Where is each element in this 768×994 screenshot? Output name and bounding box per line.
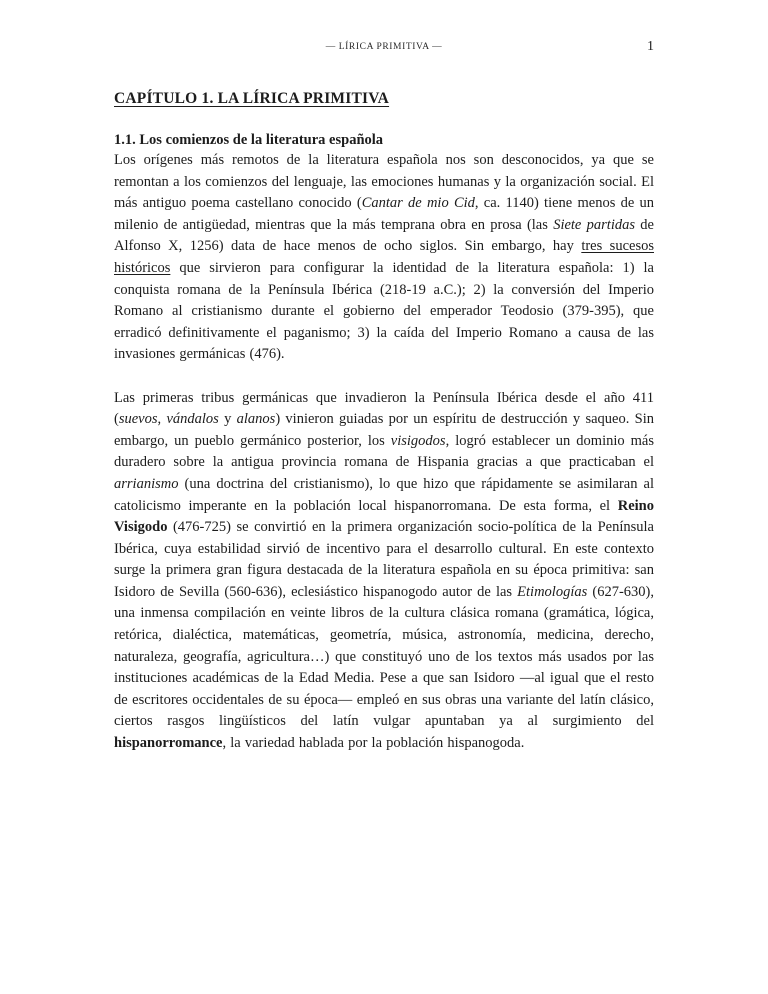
text-run: , logró establecer un dominio más duradero sobre la antigua provincia romana de Hispania gracias a que practicaban el — [114, 432, 654, 471]
text-run: ) vinieron guiadas por un espíritu de destrucción y saqueo. Sin embargo, un pueblo germánico posterior, los — [114, 411, 655, 449]
text-run-b: hispanorromance — [114, 735, 223, 752]
text-run: (una doctrina del cristianismo), lo que hizo que rápidamente se asimilaran al catolicismo imperante en la población local hispanorromana. De esta forma, el — [114, 475, 654, 514]
text-run: Las primeras tribus germánicas que invadieron la Península Ibérica desde el año 411 ( — [114, 389, 654, 428]
text-run: Los orígenes más remotos de la literatura española nos son desconocidos, ya que se remontan a los comienzos del lenguaje, las emociones humanas y la organización social. El más antiguo poema castellano conocido ( — [114, 152, 654, 212]
chapter-title: CAPÍTULO 1. LA LÍRICA PRIMITIVA — [114, 90, 390, 107]
text-run: y — [218, 411, 237, 428]
paragraph — [114, 150, 654, 366]
page-number: 1 — [647, 39, 654, 54]
text-run-i: Cantar de mio Cid — [361, 195, 475, 212]
running-header-title: — LÍRICA PRIMITIVA — — [325, 42, 443, 52]
text-run: , — [157, 411, 167, 428]
section-heading: 1.1. Los comienzos de la literatura española — [114, 132, 384, 148]
body-text — [114, 150, 654, 755]
text-run: de Alfonso X, 1256) data de hace menos de ocho siglos. Sin embargo, hay — [114, 216, 654, 255]
text-run-i: alanos — [236, 411, 276, 428]
text-run: , la variedad hablada por la población hispanogoda. — [222, 735, 525, 752]
text-run: , ca. 1140) tiene menos de un milenio de antigüedad, mientras que la más temprana obra en prosa (las — [114, 195, 655, 233]
text-run-i: vándalos — [166, 411, 219, 428]
text-run-b: Reino Visigodo — [114, 497, 654, 536]
running-header — [114, 39, 654, 60]
text-run: que sirvieron para configurar la identidad de la literatura española: 1) la conquista romana de la Península Ibérica (218-19 a.C.); 2) la conversión del Imperio Romano al cristianismo durante el gobierno del emperador Teodosio (379-395), que erradicó definitivamente el paganismo; 3) la caída del Imperio Romano a causa de las invasiones germánicas (476). — [114, 259, 654, 363]
text-run-i: suevos — [118, 411, 158, 428]
text-run-i: Etimologías — [517, 583, 588, 600]
text-run-i: arrianismo — [114, 475, 179, 492]
text-run-i: visigodos — [390, 432, 446, 449]
text-run-i: Siete partidas — [553, 216, 636, 233]
text-run: (627-630), una inmensa compilación en veinte libros de la cultura clásica romana (gramática, lógica, retórica, dialéctica, matemáticas, geometría, música, astronomía, medicina, derecho, naturaleza, geografía, agricultura…) que constituyó uno de los textos más usados por las instituciones académicas de la Edad Media. Pese a que san Isidoro —al igual que el resto de escritores occidentales de su época— empleó en sus obras una variante del latín clásico, ciertos rasgos lingüísticos del latín vulgar apuntaban ya al surgimiento del — [114, 583, 654, 730]
paragraph — [114, 388, 654, 755]
text-run: (476-725) se convirtió en la primera organización socio-política de la Península Ibérica, cuya estabilidad sirvió de incentivo para el desarrollo cultural. En este contexto surge la primera gran figura destacada de la literatura española en su época primitiva: san Isidoro de Sevilla (560-636), eclesiástico hispanogodo autor de las — [114, 519, 654, 600]
text-run-u: tres sucesos históricos — [114, 238, 654, 276]
